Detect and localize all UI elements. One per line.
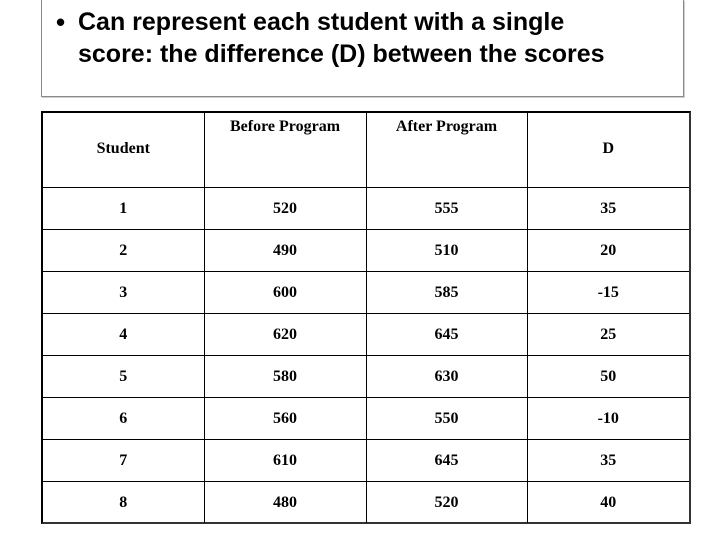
table-row — [43, 314, 689, 356]
cell-after: 630 — [366, 356, 527, 398]
cell-student: 2 — [43, 230, 204, 272]
header-after-program — [366, 113, 527, 188]
header-student — [43, 113, 204, 188]
cell-after: 510 — [366, 230, 527, 272]
header-before-label: Before Program — [229, 118, 341, 135]
header-before-program — [204, 113, 366, 188]
cell-before: 480 — [204, 482, 366, 524]
cell-before: 520 — [204, 188, 366, 230]
cell-student: 5 — [43, 356, 204, 398]
header-student-label: Student — [96, 140, 150, 157]
cell-after: 585 — [366, 272, 527, 314]
cell-before: 600 — [204, 272, 366, 314]
cell-difference: -15 — [527, 272, 689, 314]
cell-student: 6 — [43, 398, 204, 440]
table-row — [43, 188, 689, 230]
cell-student: 3 — [43, 272, 204, 314]
cell-difference: 40 — [527, 482, 689, 524]
cell-after: 550 — [366, 398, 527, 440]
data-table — [43, 113, 689, 523]
title-line-1: Can represent each student with a single — [78, 8, 565, 36]
table-row — [43, 356, 689, 398]
table-row — [43, 440, 689, 482]
cell-before: 620 — [204, 314, 366, 356]
cell-difference: -10 — [527, 398, 689, 440]
cell-difference: 35 — [527, 440, 689, 482]
header-d-label: D — [602, 140, 615, 157]
table-header-row — [43, 113, 689, 188]
bullet-point: • — [56, 7, 66, 37]
table-row — [43, 230, 689, 272]
cell-student: 7 — [43, 440, 204, 482]
data-table-frame — [41, 111, 691, 524]
title-box — [41, 0, 684, 97]
header-after-label: After Program — [395, 118, 498, 135]
cell-before: 580 — [204, 356, 366, 398]
cell-difference: 20 — [527, 230, 689, 272]
cell-student: 4 — [43, 314, 204, 356]
cell-student: 8 — [43, 482, 204, 524]
title-line-2: score: the difference (D) between the scores — [78, 40, 605, 68]
header-difference — [527, 113, 689, 188]
cell-after: 645 — [366, 314, 527, 356]
table-row — [43, 398, 689, 440]
cell-difference: 25 — [527, 314, 689, 356]
cell-difference: 50 — [527, 356, 689, 398]
cell-before: 560 — [204, 398, 366, 440]
table-row — [43, 482, 689, 524]
slide-title — [78, 6, 678, 70]
cell-before: 490 — [204, 230, 366, 272]
table-row — [43, 272, 689, 314]
cell-after: 555 — [366, 188, 527, 230]
cell-difference: 35 — [527, 188, 689, 230]
cell-after: 645 — [366, 440, 527, 482]
cell-before: 610 — [204, 440, 366, 482]
cell-student: 1 — [43, 188, 204, 230]
cell-after: 520 — [366, 482, 527, 524]
